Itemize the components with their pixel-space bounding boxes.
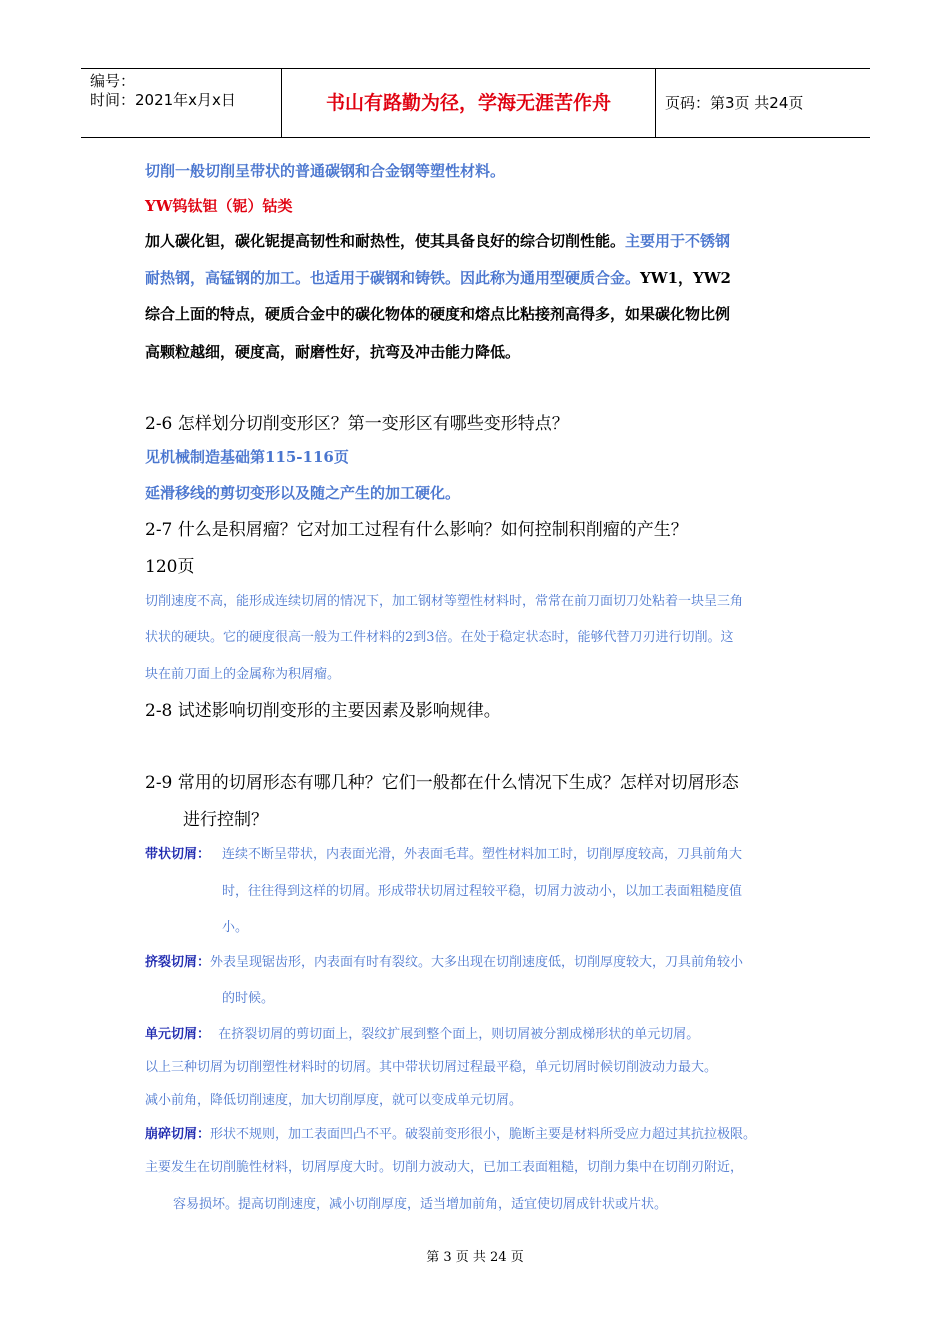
band-chip-label: 带状切屑： bbox=[145, 847, 211, 862]
answer-line: 容易损坏。提高切削速度，减小切削厚度，适当增加前角，适宜使切屑成针状或片状。 bbox=[173, 1197, 668, 1212]
squeeze-chip-label: 挤裂切屑： bbox=[145, 955, 211, 970]
answer-line: 见机械制造基础第115-116页 bbox=[145, 448, 349, 466]
unit-chip-label: 单元切屑： bbox=[145, 1027, 211, 1042]
page-footer: 第 3 页 共 24 页 bbox=[426, 1250, 524, 1265]
page-header bbox=[81, 68, 870, 138]
question-2-7: 2-7 什么是积屑瘤？它对加工过程有什么影响？如何控制积削瘤的产生？ bbox=[145, 520, 688, 540]
broken-chip-line bbox=[145, 1123, 756, 1142]
answer-line: 减小前角，降低切削速度，加大切削厚度，就可以变成单元切屑。 bbox=[145, 1093, 523, 1108]
answer-line: 连续不断呈带状，内表面光滑，外表面毛茸。塑性材料加工时，切削厚度较高，刀具前角大 bbox=[222, 847, 743, 862]
answer-line: 以上三种切屑为切削塑性材料时的切屑。其中带状切屑过程最平稳，单元切屑时候切削波动力最大。 bbox=[145, 1060, 718, 1075]
body-line bbox=[145, 230, 730, 251]
doc-number-label: 编号： bbox=[90, 72, 136, 90]
header-motto: 书山有路勤为径，学海无涯苦作舟 bbox=[281, 69, 656, 137]
question-2-6: 2-6 怎样划分切削变形区？第一变形区有哪些变形特点？ bbox=[145, 414, 569, 434]
answer-text: 在挤裂切屑的剪切面上，裂纹扩展到整个面上，则切屑被分割成梯形状的单元切屑。 bbox=[218, 1027, 700, 1042]
answer-line: 状状的硬块。它的硬度很高一般为工件材料的2到3倍。在处于稳定状态时，能够代替刀刃进行切削。这 bbox=[145, 630, 734, 645]
unit-chip-line bbox=[145, 1023, 699, 1042]
question-2-8: 2-8 试述影响切削变形的主要因素及影响规律。 bbox=[145, 701, 501, 721]
answer-line: 主要发生在切削脆性材料，切屑厚度大时。切削力波动大，已加工表面粗糙，切削力集中在切削刃附近， bbox=[145, 1160, 744, 1175]
answer-text: 形状不规则，加工表面凹凸不平。破裂前变形很小，脆断主要是材料所受应力超过其抗拉极限。 bbox=[210, 1127, 757, 1142]
answer-line: 块在前刀面上的金属称为积屑瘤。 bbox=[145, 667, 341, 682]
broken-chip-label: 崩碎切屑： bbox=[145, 1127, 211, 1142]
yw-heading: YW钨钛钽（铌）钴类 bbox=[145, 197, 293, 215]
body-text-highlight: 主要用于不锈钢 bbox=[625, 232, 731, 250]
answer-line: 延滑移线的剪切变形以及随之产生的加工硬化。 bbox=[145, 484, 461, 502]
answer-line: 的时候。 bbox=[222, 991, 275, 1006]
question-2-9: 2-9 常用的切屑形态有哪几种？它们一般都在什么情况下生成？怎样对切屑形态 bbox=[145, 773, 739, 793]
body-text: YW1，YW2 bbox=[640, 269, 731, 287]
body-line: 综合上面的特点，硬质合金中的碳化物体的硬度和熔点比粘接剂高得多，如果碳化物比例 bbox=[145, 305, 731, 323]
doc-date-label: 时间：2021年x月x日 bbox=[90, 91, 236, 109]
question-2-9-cont: 进行控制？ bbox=[183, 810, 268, 830]
band-chip-line bbox=[145, 843, 210, 862]
answer-line: 切削速度不高，能形成连续切屑的情况下，加工钢材等塑性材料时，常常在前刀面切刀处粘着一块呈三角 bbox=[145, 594, 744, 609]
body-line bbox=[145, 267, 731, 288]
body-text-highlight: 耐热钢，高锰钢的加工。也适用于碳钢和铸铁。因此称为通用型硬质合金。 bbox=[145, 269, 641, 287]
squeeze-chip-line bbox=[145, 951, 743, 970]
header-page-info: 页码：第3页 共24页 bbox=[665, 94, 804, 112]
answer-line: 时，往往得到这样的切屑。形成带状切屑过程较平稳，切屑力波动小，以加工表面粗糙度值 bbox=[222, 884, 743, 899]
answer-text: 外表呈现锯齿形，内表面有时有裂纹。大多出现在切削速度低，切削厚度较大，刀具前角较小 bbox=[210, 955, 744, 970]
body-line: 高颗粒越细，硬度高，耐磨性好，抗弯及冲击能力降低。 bbox=[145, 343, 521, 361]
answer-line: 小。 bbox=[222, 920, 249, 935]
body-text: 加人碳化钽，碳化铌提高韧性和耐热性，使其具备良好的综合切削性能。 bbox=[145, 232, 626, 250]
question-2-7-page: 120页 bbox=[145, 557, 195, 577]
body-line: 切削一般切削呈带状的普通碳钢和合金钢等塑性材料。 bbox=[145, 162, 506, 180]
header-meta bbox=[81, 69, 281, 137]
